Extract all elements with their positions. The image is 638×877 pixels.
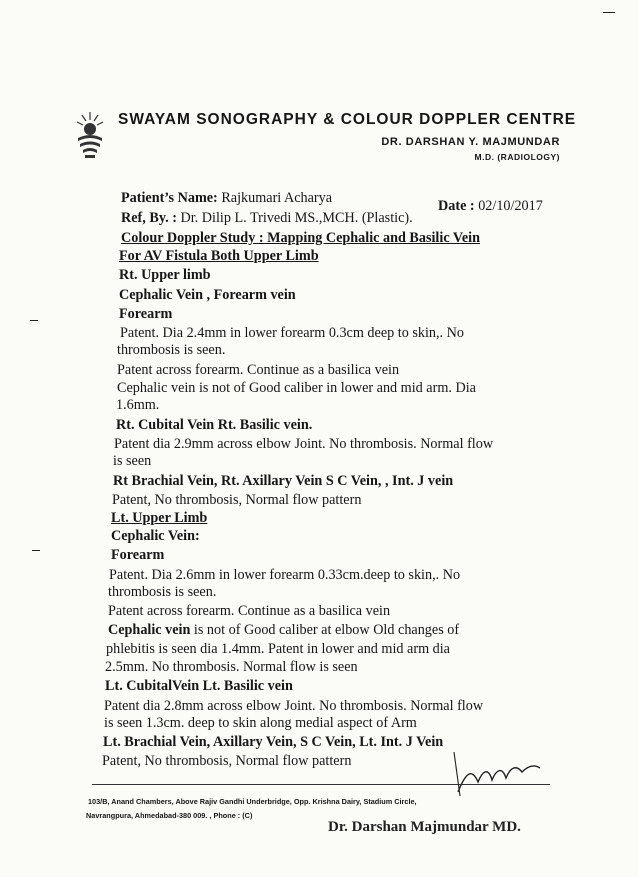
centre-logo-icon [74,110,106,160]
rt-cubital-heading: Rt. Cubital Vein Rt. Basilic vein. [116,417,313,433]
signature-name: Dr. Darshan Majmundar MD. [328,819,521,835]
rt-cephalic-heading: Cephalic Vein , Forearm vein [119,287,296,303]
lt-cephalic-caliber-3: 2.5mm. No thrombosis. Normal flow is seen [105,659,358,675]
patient-name-value: Rajkumari Acharya [221,190,333,206]
rt-basilica-text: Patent across forearm. Continue as a basilica vein [117,362,400,378]
patient-name-row [121,190,332,207]
lt-brachial-text: Patent, No thrombosis, Normal flow pattern [102,753,352,769]
rt-brachial-heading: Rt Brachial Vein, Rt. Axillary Vein S C Vein, , Int. J vein [113,473,454,489]
lt-cubital-heading: Lt. CubitalVein Lt. Basilic vein [105,678,293,694]
margin-mark-upper [30,320,38,321]
rt-brachial-text: Patent, No thrombosis, Normal flow pattern [112,492,362,508]
centre-name: SWAYAM SONOGRAPHY & COLOUR DOPPLER CENTRE [118,111,577,128]
lt-cephalic-heading: Cephalic Vein: [111,528,200,544]
lt-cephalic-caliber-rest: is not of Good caliber at elbow Old changes of [190,622,460,638]
lt-cephalic-caliber-1 [108,622,459,639]
study-title-line1: Colour Doppler Study : Mapping Cephalic and Basilic Vein [121,230,480,246]
rt-cubital-text-2: is seen [113,453,152,469]
study-title-line2: For AV Fistula Both Upper Limb [119,248,319,264]
doctor-degree: M.D. (RADIOLOGY) [474,152,560,162]
lt-cubital-text-1: Patent dia 2.8mm across elbow Joint. No thrombosis. Normal flow [104,698,484,714]
margin-mark-lower [32,550,40,551]
rt-forearm-text-2: thrombosis is seen. [117,342,226,358]
rt-upper-limb-heading: Rt. Upper limb [119,267,211,283]
date-label: Date : [438,198,475,214]
lt-cephalic-caliber-2: phlebitis is seen dia 1.4mm. Patent in lower and mid arm dia [106,641,450,657]
margin-mark-top [603,12,615,13]
lt-basilica-text: Patent across forearm. Continue as a basilica vein [108,603,391,619]
lt-forearm-heading: Forearm [111,547,165,563]
footer-address-line2: Navrangpura, Ahmedabad-380 009. , Phone : (C) [86,811,253,820]
date-row [438,198,543,215]
lt-forearm-text-1: Patent. Dia 2.6mm in lower forearm 0.33cm.deep to skin,. No [109,567,461,583]
lt-upper-limb-heading: Lt. Upper Limb [111,510,208,526]
patient-name-label: Patient’s Name: [121,190,218,206]
rt-cephalic-caliber-2: 1.6mm. [116,397,160,413]
lt-cephalic-vein-bold: Cephalic vein [108,622,191,638]
lt-brachial-heading: Lt. Brachial Vein, Axillary Vein, S C Vein, Lt. Int. J Vein [103,734,444,750]
signature-scribble [448,742,548,800]
lt-cubital-text-2: is seen 1.3cm. deep to skin along medial aspect of Arm [104,715,417,731]
date-value: 02/10/2017 [478,198,543,214]
rt-cubital-text-1: Patent dia 2.9mm across elbow Joint. No thrombosis. Normal flow [114,436,494,452]
footer-rule [92,784,550,785]
referred-by-row [121,210,413,227]
lt-forearm-text-2: thrombosis is seen. [108,584,217,600]
referred-by-label: Ref, By. : [121,210,177,226]
doctor-name: DR. DARSHAN Y. MAJMUNDAR [381,136,560,148]
footer-address-line1: 103/B, Anand Chambers, Above Rajiv Gandhi Underbridge, Opp. Krishna Dairy, Stadium Circle, [88,797,417,806]
rt-cephalic-caliber-1: Cephalic vein is not of Good caliber in lower and mid arm. Dia [117,380,476,396]
referred-by-value: Dr. Dilip L. Trivedi MS.,MCH. (Plastic). [180,210,413,226]
rt-forearm-text-1: Patent. Dia 2.4mm in lower forearm 0.3cm deep to skin,. No [120,325,464,341]
rt-forearm-heading: Forearm [119,306,173,322]
